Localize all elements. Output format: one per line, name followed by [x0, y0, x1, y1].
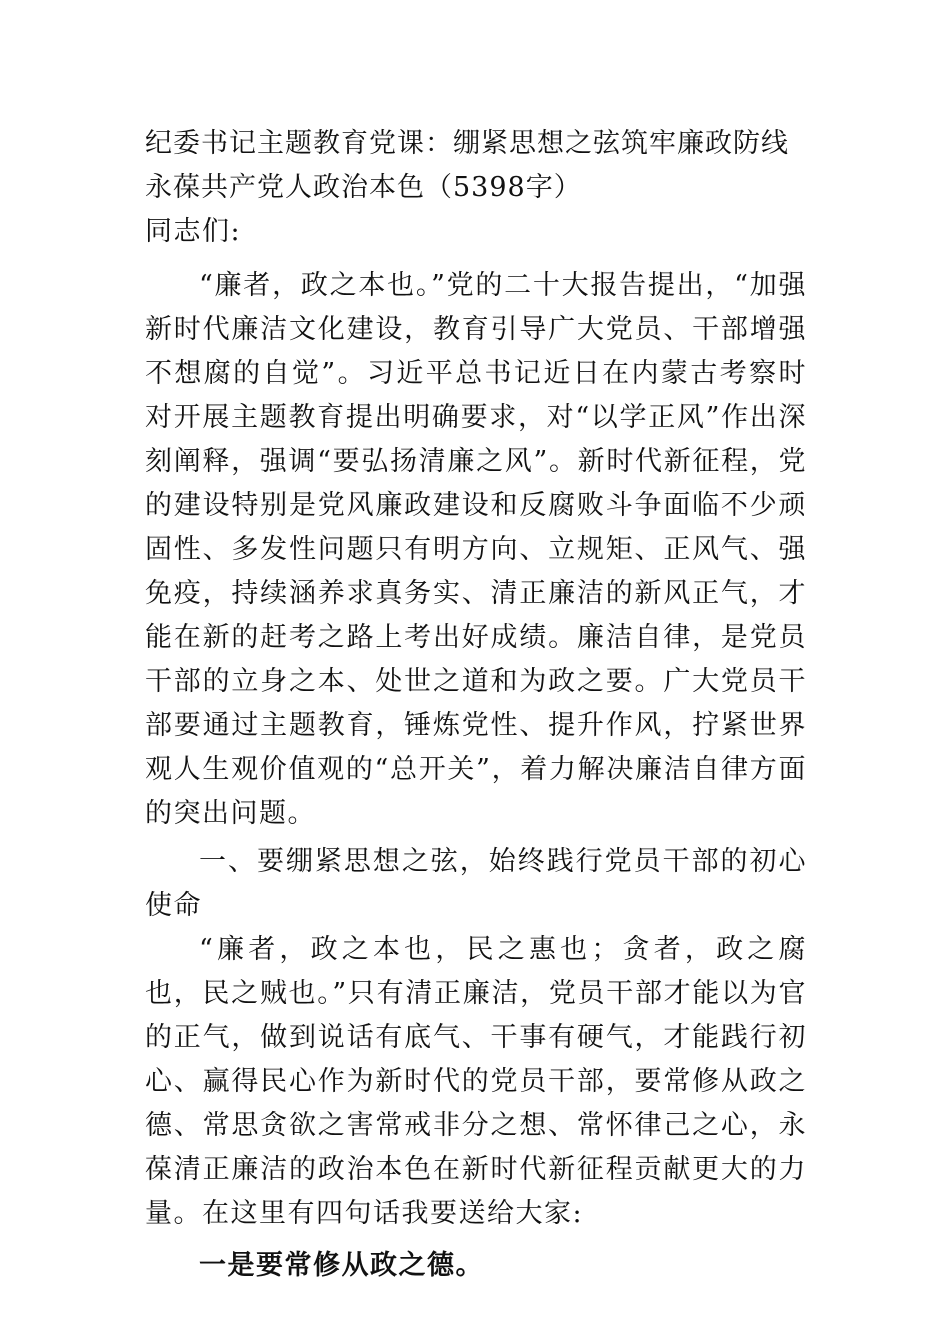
document-title: 纪委书记主题教育党课：绷紧思想之弦筑牢廉政防线永葆共产党人政治本色（5398字） [145, 128, 789, 203]
document-body [145, 122, 807, 1288]
section-paragraph: “廉者，政之本也，民之惠也；贪者，政之腐也，民之贼也。”只有清正廉洁，党员干部才能以为官的正气，做到说话有底气、干事有硬气，才能践行初心、赢得民心作为新时代的党员干部，要常修从政之德、常思贪欲之害常戒非分之想、常怀律己之心，永葆清正廉洁的政治本色在新时代新征程贡献更大的力量。在这里有四句话我要送给大家: [145, 934, 807, 1229]
intro-paragraph: “廉者，政之本也。”党的二十大报告提出，“加强新时代廉洁文化建设，教育引导广大党员、干部增强不想腐的自觉”。习近平总书记近日在内蒙古考察时对开展主题教育提出明确要求，对“以学正风”作出深刻阐释，强调“要弘扬清廉之风”。新时代新征程，党的建设特别是党风廉政建设和反腐败斗争面临不少顽固性、多发性问题只有明方向、立规矩、正风气、强免疫，持续涵养求真务实、清正廉洁的新风正气，才能在新的赶考之路上考出好成绩。廉洁自律，是党员干部的立身之本、处世之道和为政之要。广大党员干部要通过主题教育，锤炼党性、提升作风，拧紧世界观人生观价值观的“总开关”，着力解决廉洁自律方面的突出问题。 [145, 270, 807, 829]
section-heading: 一、要绷紧思想之弦，始终践行党员干部的初心使命 [145, 846, 807, 921]
sub-heading: 一是要常修从政之德。 [199, 1250, 484, 1281]
salutation: 同志们: [145, 216, 242, 247]
